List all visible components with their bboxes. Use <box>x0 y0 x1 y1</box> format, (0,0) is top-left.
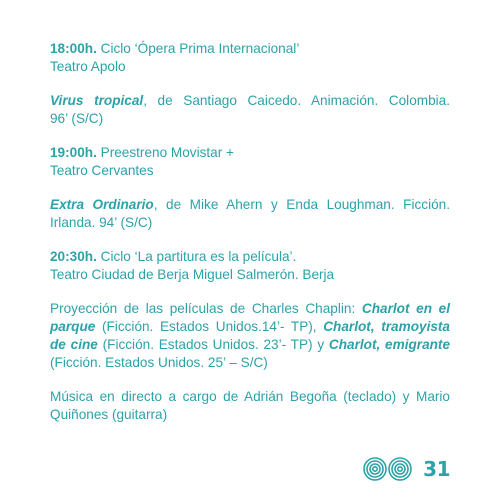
film-details: , de Santiago Caicedo. Animación. Colombia. <box>143 93 451 108</box>
film-charlot-parque-info: (Ficción. Estados Unidos.14’- TP), <box>95 319 324 334</box>
music-line-2: Quiñones (guitarra) <box>50 407 168 422</box>
program-page <box>50 40 450 440</box>
film-details-2: Irlanda. 94’ (S/C) <box>50 215 153 230</box>
page-number: 31 <box>423 457 450 481</box>
film-extra-ordinario <box>50 196 450 232</box>
projection-paragraph <box>50 300 450 372</box>
event-1800 <box>50 40 450 76</box>
event-title: Preestreno Movistar + <box>100 145 234 160</box>
event-title: Ciclo ‘La partitura es la película’. <box>100 249 297 264</box>
film-title: Virus tropical <box>50 93 144 108</box>
event-title: Ciclo ‘Ópera Prima Internacional’ <box>100 41 300 56</box>
event-venue: Teatro Apolo <box>50 59 126 74</box>
film-charlot-tramoyista: Charlot, tramoyista de cine <box>50 319 450 352</box>
film-virus-tropical <box>50 92 450 128</box>
music-paragraph <box>50 388 450 424</box>
music-line-1: Música en directo a cargo de Adrián Begoña (teclado) y Mario <box>50 389 450 404</box>
film-title: Extra Ordinario <box>50 197 154 212</box>
film-details: , de Mike Ahern y Enda Loughman. Ficción. <box>153 197 450 212</box>
event-1900 <box>50 144 450 180</box>
event-2030 <box>50 248 450 284</box>
double-spiral-logo-icon <box>363 456 413 482</box>
event-time: 18:00h. <box>50 41 97 56</box>
film-details-2: 96’ (S/C) <box>50 111 104 126</box>
film-charlot-emigrante-info: (Ficción. Estados Unidos. 25’ – S/C) <box>50 355 268 370</box>
event-time: 20:30h. <box>50 249 97 264</box>
film-charlot-tramoyista-info: (Ficción. Estados Unidos. 23’- TP) y <box>97 337 329 352</box>
event-time: 19:00h. <box>50 145 97 160</box>
film-charlot-parque: Charlot en el parque <box>50 301 450 334</box>
film-charlot-emigrante: Charlot, emigrante <box>328 337 451 352</box>
event-venue: Teatro Ciudad de Berja Miguel Salmerón. Berja <box>50 267 335 282</box>
projection-intro: Proyección de las películas de Charles Chaplin: <box>50 301 362 316</box>
page-footer <box>363 456 450 482</box>
event-venue: Teatro Cervantes <box>50 163 154 178</box>
